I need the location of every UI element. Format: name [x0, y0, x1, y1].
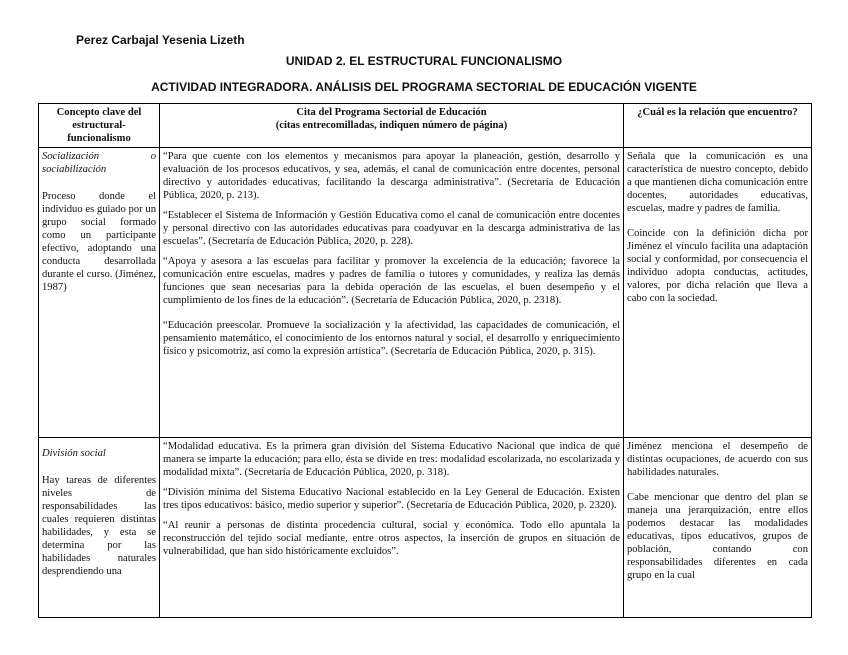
concept-definition: Proceso donde el individuo es guiado por un grupo social formado como un participante efectivo, adoptando una conducta desarrollada durante el curso. (Jiménez, 1987) — [42, 191, 156, 293]
header-relation: ¿Cuál es la relación que encuentro? — [624, 104, 812, 148]
quote-cell — [160, 438, 624, 618]
concept-title: División social — [42, 448, 106, 459]
table-header-row — [39, 104, 812, 148]
concept-title: Socialización o sociabilización — [42, 151, 156, 175]
concept-cell — [39, 148, 160, 438]
relation-cell — [624, 438, 812, 618]
header-concept: Concepto clave del estructural-funcionalismo — [39, 104, 160, 148]
concept-definition: Hay tareas de diferentes niveles de responsabilidades las cuales requieren distintas habilidades, y esta se determina por las habilidades naturales desprendiendo una — [42, 475, 156, 577]
header-quote-line2: (citas entrecomilladas, indiquen número de página) — [275, 120, 508, 131]
quote-paragraph: “Establecer el Sistema de Información y Gestión Educativa como el canal de comunicación entre docentes y personal directivo con las autoridades educativas para coadyuvar en la descarga administrativa de las escuelas”. (Secretaría de Educación Pública, 2020, p. 228). — [163, 210, 620, 247]
quote-paragraph: “Apoya y asesora a las escuelas para facilitar y promover la excelencia de la educación; favorece la comunicación entre escuelas, madres y padres de familia o tutores y comunidades, y realiza las demás funciones que sean necesarias para la debida operación de las escuelas, el buen desempeño y el cumplimiento de los fines de la educación”. (Secretaría de Educación Pública, 2020, p. 2318). — [163, 256, 620, 306]
unit-title: UNIDAD 2. EL ESTRUCTURAL FUNCIONALISMO — [285, 54, 563, 68]
table-row — [39, 438, 812, 618]
quote-paragraph: “Educación preescolar. Promueve la socialización y la afectividad, las capacidades de comunicación, el pensamiento matemático, el conocimiento de los entornos natural y social, el desarrollo y enriquecimiento físico y psicomotriz, así como la expresión artística”. (Secretaría de Educación Pública, 2020, p. 315). — [163, 320, 620, 357]
table-row — [39, 148, 812, 438]
quote-paragraph: “Para que cuente con los elementos y mecanismos para apoyar la planeación, gestión, desarrollo y evaluación de los procesos educativos, y sea, además, el canal de comunicación entre docentes, personal directivo y autoridades educativas, facilitando la descarga administrativa”. (Secretaría de Educación Pública, 2020, p. 213). — [163, 151, 620, 201]
concept-cell — [39, 438, 160, 618]
header-quote-line1: Cita del Programa Sectorial de Educación — [296, 107, 487, 118]
activity-title: ACTIVIDAD INTEGRADORA. ANÁLISIS DEL PROGRAMA SECTORIAL DE EDUCACIÓN VIGENTE — [151, 80, 697, 94]
analysis-table — [38, 103, 812, 618]
relation-paragraph: Señala que la comunicación es una característica de nuestro concepto, debido a que mantienen dicha comunicación entre docentes, autoridades educativas, escuelas, madre y padres de familia. — [627, 151, 808, 214]
relation-cell — [624, 148, 812, 438]
quote-paragraph: “Al reunir a personas de distinta procedencia cultural, social y económica. Todo ello apuntala la reconstrucción del tejido social mediante, entre otros aspectos, la inserción de grupos en situación de vulnerabilidad, que han sido históricamente excluidos”. — [163, 520, 620, 557]
quote-cell — [160, 148, 624, 438]
relation-paragraph: Jiménez menciona el desempeño de distintas ocupaciones, de acuerdo con sus habilidades naturales. — [627, 441, 808, 478]
relation-paragraph: Coincide con la definición dicha por Jiménez el vínculo facilita una adaptación social y conformidad, por consecuencia el individuo adopta conductas, actitudes, valores, por dicha relación que lleva a cabo con la sociedad. — [627, 228, 808, 304]
quote-paragraph: “División mínima del Sistema Educativo Nacional establecido en la Ley General de Educación. Existen tres tipos educativos: básico, medio superior y superior”. (Secretaría de Educación Pública, 2020, p. 2320). — [163, 487, 620, 511]
header-quote — [160, 104, 624, 148]
quote-paragraph: “Modalidad educativa. Es la primera gran división del Sistema Educativo Nacional que indica de qué manera se imparte la educación; para ello, ésta se divide en tres: modalidad escolarizada, no escolarizada y modalidad mixta”. (Secretaría de Educación Pública, 2020, p. 318). — [163, 441, 620, 478]
relation-paragraph: Cabe mencionar que dentro del plan se maneja una jerarquización, entre ellos podemos destacar las modalidades educativas, tipos educativos, grupos de población, contando con responsabilidades diferentes en cada grupo en la cual — [627, 492, 808, 581]
author-name: Perez Carbajal Yesenia Lizeth — [76, 33, 245, 47]
